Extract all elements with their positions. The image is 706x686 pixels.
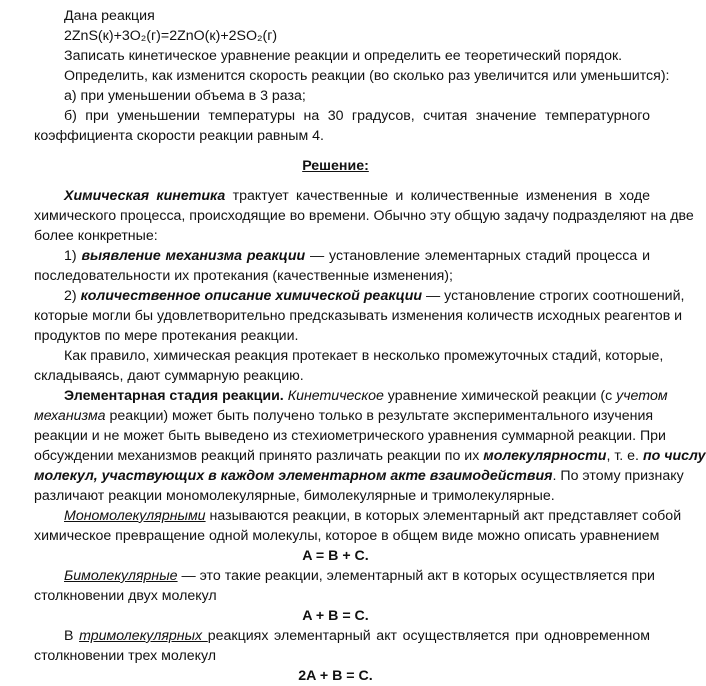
p3-line-6: различают реакции мономолекулярные, бимолекулярные и тримолекулярные. (34, 488, 555, 504)
p3-line-5 (34, 466, 684, 486)
term-mechanism: механизма (34, 408, 106, 424)
term-elementary-stage: Элементарная стадия реакции. (64, 388, 284, 404)
p1-line-3: более конкретные: (34, 228, 158, 244)
p1-line-2: химического процесса, происходящие во времени. Обычно эту общую задачу подразделяют на две (34, 208, 694, 224)
task-item-a: а) при уменьшении объема в 3 раза; (64, 88, 306, 104)
p4-line-2: химическое превращение одной молекулы, которое в общем виде можно описать уравнением (34, 528, 660, 544)
p2-line-2: складываясь, дают суммарную реакцию. (34, 368, 304, 384)
term-monomolecular: Мономолекулярными (64, 508, 206, 524)
p6-line-2: столкновении трех молекул (34, 648, 217, 664)
item2-term: количественное описание химической реакции (80, 288, 423, 304)
p4-line-1 (64, 506, 682, 526)
item1-number: 1) (64, 248, 82, 264)
task-line-1: Дана реакция (64, 8, 155, 24)
p3-text-4: , т. е. (606, 448, 643, 464)
p1-line-1 (64, 186, 650, 206)
p6-line-1 (64, 626, 650, 646)
p3-line-4 (34, 446, 706, 466)
equation-mono: A = B + C. (302, 548, 369, 564)
term-by-number: по числу (642, 448, 706, 464)
item2-text: — установление строгих соотношений, (422, 288, 685, 304)
p5-text: — это такие реакции, элементарный акт в которых осуществляется при (177, 568, 655, 584)
term-molecules-per-act: молекул, участвующих в каждом элементарном акте взаимодействия (34, 468, 553, 484)
term-trimolecular: тримолекулярных (79, 628, 208, 644)
item2-line-1 (64, 286, 685, 306)
item1-text: — установление элементарных стадий процесса и (305, 248, 650, 264)
p4-text: называются реакции, в которых элементарный акт представляет собой (205, 508, 682, 524)
equation-bi: A + B = C. (302, 608, 369, 624)
term-kinetics: Химическая кинетика (64, 188, 226, 204)
p5-line-2: столкновении двух молекул (34, 588, 217, 604)
p3-text-1: уравнение химической реакции (с (383, 388, 617, 404)
item2-line-3: продуктов по мере протекания реакции. (34, 328, 299, 344)
p3-text-2: реакции) может быть получено только в результате экспериментального изучения (105, 408, 654, 424)
p3-line-1 (64, 386, 668, 406)
p6-prefix: В (64, 628, 80, 644)
task-line-4: Определить, как изменится скорость реакции (во сколько раз увеличится или уменьшится): (64, 68, 670, 84)
item2-number: 2) (64, 288, 81, 304)
task-line-3: Записать кинетическое уравнение реакции и определить ее теоретический порядок. (64, 48, 623, 64)
p3-text-3: обсуждении механизмов реакций принято различать реакции по их (34, 448, 484, 464)
item2-line-2: которые могли бы удовлетворительно предсказывать изменения количеств исходных реагентов и (34, 308, 683, 324)
equation-tri: 2A + B = C. (298, 668, 373, 684)
task-item-b: б) при уменьшении температуры на 30 градусов, считая значение температурного (64, 108, 650, 124)
task-line-7: коэффициента скорости реакции равным 4. (34, 128, 324, 144)
p3-line-2 (34, 406, 654, 426)
p3-text-5: . По этому признаку (552, 468, 684, 484)
term-bimolecular: Бимолекулярные (64, 568, 178, 584)
term-molecularity: молекулярности (483, 448, 607, 464)
reaction-equation: 2ZnS(к)+3O₂(г)=2ZnO(к)+2SO₂(г) (64, 28, 278, 44)
item1-line-2: последовательности их протекания (качественные изменения); (34, 268, 453, 284)
p6-text: реакциях элементарный акт осуществляется при одновременном (207, 628, 650, 644)
solution-heading: Решение: (302, 158, 369, 174)
item1-line-1 (64, 246, 650, 266)
item1-term: выявление механизма реакции (81, 248, 306, 264)
term-accounting: учетом (616, 388, 668, 404)
p2-line-1: Как правило, химическая реакция протекает в несколько промежуточных стадий, которые, (64, 348, 664, 364)
term-kinetic: Кинетическое (287, 388, 384, 404)
p1-text: трактует качественные и количественные изменения в ходе (225, 188, 650, 204)
p5-line-1 (64, 566, 655, 586)
p3-line-3: реакции и не может быть выведено из стехиометрического уравнения суммарной реакции. При (34, 428, 666, 444)
